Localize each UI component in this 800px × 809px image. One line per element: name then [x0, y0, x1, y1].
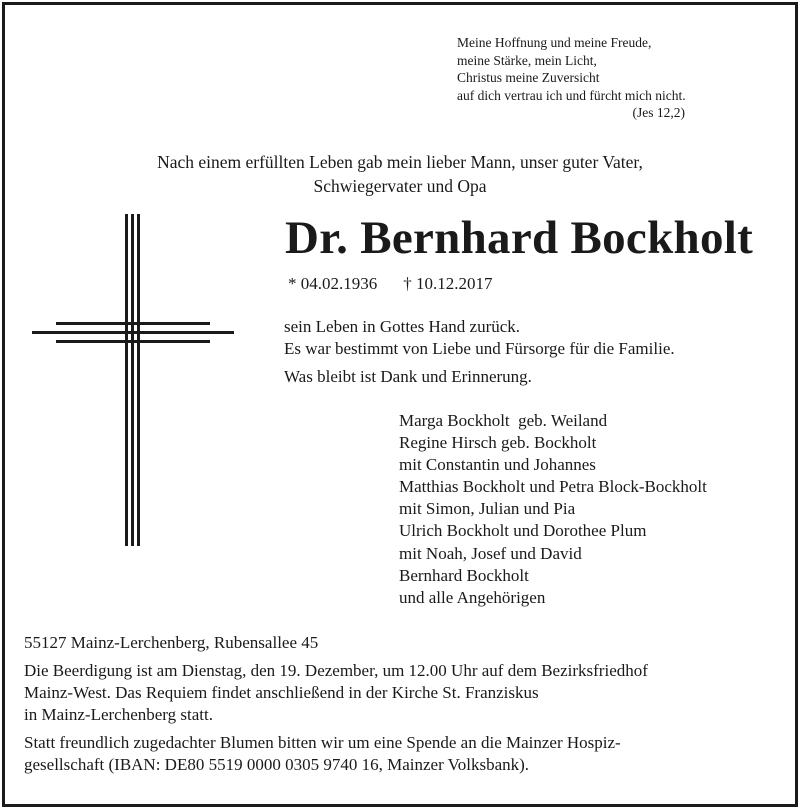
cross-vertical-left: [125, 214, 128, 546]
family-member: Ulrich Bockholt und Dorothee Plum: [399, 521, 647, 541]
deceased-name: Dr. Bernhard Bockholt: [285, 212, 754, 264]
funeral-line: in Mainz-Lerchenberg statt.: [24, 705, 213, 724]
cross-horizontal-top: [56, 322, 210, 325]
cross-vertical-center: [131, 214, 134, 546]
intro-line: Nach einem erfüllten Leben gab mein lieber Mann, unser guter Vater,: [157, 152, 643, 172]
family-member: Marga Bockholt geb. Weiland: [399, 411, 608, 430]
cross-icon: [32, 214, 234, 546]
funeral-line: Mainz-West. Das Requiem findet anschließend in der Kirche St. Franziskus: [24, 683, 539, 702]
verse-reference: (Jes 12,2): [632, 105, 685, 120]
birth-date: * 04.02.1936: [288, 274, 378, 293]
message-line: Es war bestimmt von Liebe und Fürsorge für die Familie.: [284, 339, 675, 358]
verse-line: meine Stärke, mein Licht,: [457, 52, 597, 68]
cross-horizontal-middle: [32, 331, 234, 334]
donation-line: gesellschaft (IBAN: DE80 5519 0000 0305 9740 16, Mainzer Volksbank).: [24, 755, 530, 774]
family-member: mit Constantin und Johannes: [399, 455, 596, 475]
intro-line: Schwiegervater und Opa: [313, 176, 487, 196]
message-text: [284, 316, 784, 388]
family-list: [399, 410, 779, 609]
bible-verse: [457, 34, 757, 122]
address: 55127 Mainz-Lerchenberg, Rubensallee 45: [24, 633, 319, 652]
life-dates: [288, 272, 493, 296]
verse-line: Christus meine Zuversicht: [457, 70, 600, 85]
donation-info: [24, 732, 774, 776]
family-member: Matthias Bockholt und Petra Block-Bockholt: [399, 477, 707, 497]
notice-details: [24, 632, 774, 776]
funeral-info: [24, 660, 774, 726]
family-member: mit Noah, Josef und David: [399, 543, 582, 563]
message-line: sein Leben in Gottes Hand zurück.: [284, 317, 521, 336]
verse-line: Meine Hoffnung und meine Freude,: [457, 35, 652, 50]
cross-horizontal-bottom: [56, 340, 210, 343]
family-member: Regine Hirsch geb. Bockholt: [399, 433, 597, 453]
funeral-line: Die Beerdigung ist am Dienstag, den 19. Dezember, um 12.00 Uhr auf dem Bezirksfriedhof: [24, 661, 648, 680]
cross-vertical-right: [137, 214, 140, 546]
message-line: Was bleibt ist Dank und Erinnerung.: [284, 367, 532, 386]
death-date: † 10.12.2017: [403, 274, 493, 293]
verse-line: auf dich vertrau ich und fürcht mich nicht.: [457, 87, 686, 103]
intro-text: [60, 150, 740, 198]
donation-line: Statt freundlich zugedachter Blumen bitten wir um eine Spende an die Mainzer Hospiz-: [24, 733, 621, 752]
family-member: und alle Angehörigen: [399, 587, 546, 607]
family-member: Bernhard Bockholt: [399, 565, 529, 585]
family-member: mit Simon, Julian und Pia: [399, 499, 576, 519]
